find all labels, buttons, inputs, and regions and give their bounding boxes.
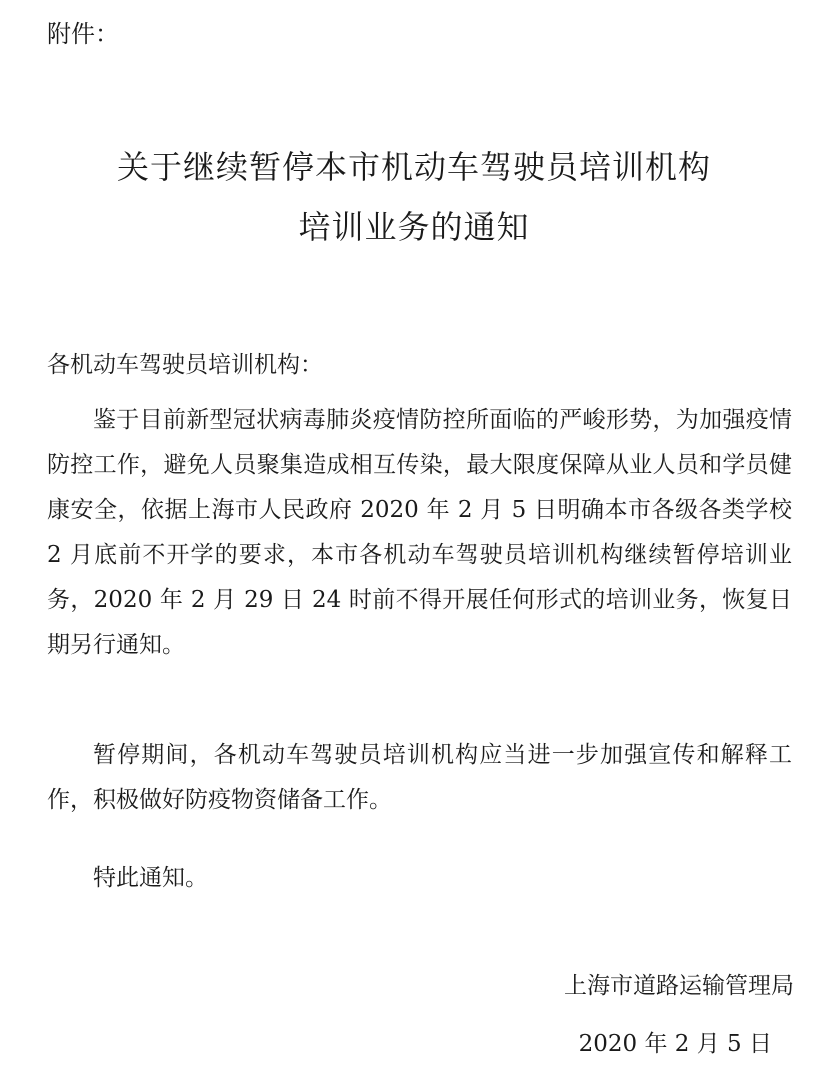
attachment-label: 附件： <box>47 20 119 48</box>
salutation: 各机动车驾驶员培训机构： <box>47 352 323 378</box>
document-title-line-1: 关于继续暂停本市机动车驾驶员培训机构 <box>116 148 711 186</box>
issue-date: 2020 年 2 月 5 日 <box>578 1031 772 1057</box>
paragraph-main-notice: 鉴于目前新型冠状病毒肺炎疫情防控所面临的严峻形势，为加强疫情防控工作，避免人员聚集造成相互传染，最大限度保障从业人员和学员健康安全，依据上海市人民政府 2020 年 2 月 5 日明确本市各级各类学校 2 月底前不开学的要求，本市各机动车驾驶员培训机构继续暂停培训业务，2020 年 2 月 29 日 24 时前不得开展任何形式的培训业务，恢复日期另行通知。 <box>47 407 792 658</box>
issuing-agency: 上海市道路运输管理局 <box>564 973 794 999</box>
paragraph-suspension-duties: 暂停期间，各机动车驾驶员培训机构应当进一步加强宣传和解释工作，积极做好防疫物资储备工作。 <box>47 742 792 813</box>
document-title-line-2: 培训业务的通知 <box>298 208 530 246</box>
paragraph-closing: 特此通知。 <box>93 865 208 891</box>
